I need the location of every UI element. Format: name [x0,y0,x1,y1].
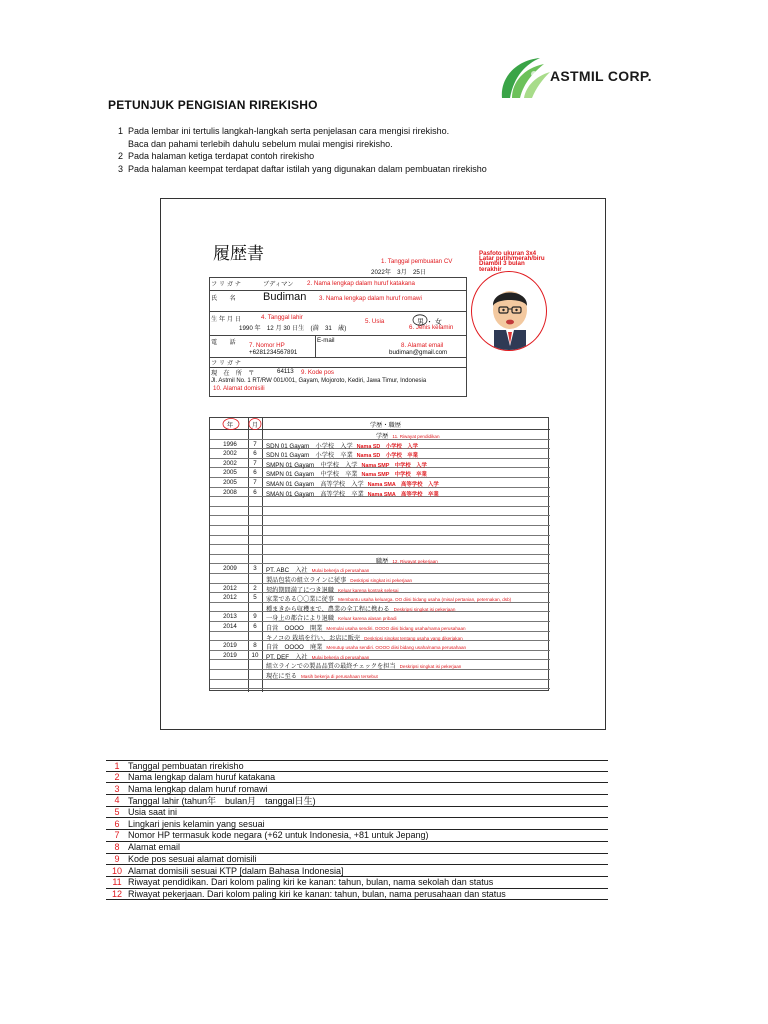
work-row [210,651,550,661]
legend-row [106,772,608,784]
empty-row [210,526,550,536]
postal-value: 64113 [277,368,294,375]
row-month: 2 [253,584,257,592]
row-year: 2009 [223,565,237,573]
row-note: Mulai bekerja di perusahaan [311,654,370,660]
row-note: Deskripsi singkat isi pekerjaan [399,664,462,670]
instruction-number: 1 [118,126,124,136]
history-table [209,417,549,691]
row-note: Nama SMP 中学校 入学 [361,462,427,469]
row-entry: SDN 01 Gayam 小学校 入学 [266,442,353,450]
email-note: 8. Alamat email [401,342,444,349]
legend-text: Alamat email [128,842,181,853]
furigana-value: ブディマン [263,281,294,288]
row-note: Nama SD 小学校 入学 [356,443,419,450]
row-year: 2002 [223,459,237,467]
row-divider [209,311,467,312]
row-year: 1996 [223,440,237,448]
row-note: Menutup usaha sendiri. OOOO diisi bidang usaha/nama perusahaan [326,645,467,651]
work-row [210,593,550,603]
col-month-header: 月 [251,422,259,429]
email-label: E-mail [317,337,335,344]
email-value: budiman@gmail.com [389,349,448,356]
section-note: 12. Riwayat pekerjaan [392,558,438,564]
birth-label: 生 年 月 日 [211,316,241,323]
page-title: PETUNJUK PENGISIAN RIREKISHO [108,98,318,112]
section-title: 学歴 [376,433,389,440]
date-note: 1. Tanggal pembuatan CV [381,258,453,265]
legend-row [106,865,608,877]
instruction-text: Baca dan pahami terlebih dahulu sebelum mulai mengisi rirekisho. [128,138,393,149]
row-entry: SMAN 01 Gayam 高等学校 入学 [266,481,364,488]
work-row [210,632,550,642]
legend-number: 11 [112,877,122,888]
legend-row [106,842,608,854]
work-row [210,574,550,584]
row-entry: 組立ラインでの製品品質の最終チェックを担当 [266,663,396,671]
education-row [210,440,550,450]
row-year: 2014 [223,623,237,630]
row-note: Deskripsi singkat isi pekerjaan [350,578,413,583]
work-row [210,641,550,651]
row-year: 2012 [223,584,237,592]
legend-text: Tanggal pembuatan rirekisho [128,760,244,771]
legend-number: 5 [114,807,120,818]
work-row [210,660,550,670]
col-history-header: 学歴・職歴 [370,422,401,429]
row-note: Nama SMA 高等学校 入学 [367,482,439,488]
name-value: Budiman [263,291,307,303]
row-entry: キノコの 栽培を行い、お店に販売 [266,634,361,642]
date-value: 2022年 3月 25日 [371,269,427,276]
row-entry: 一身上の都合により退職 [266,615,335,623]
work-row [210,670,550,680]
row-note: Keluar karena kontrak selesai [337,587,399,593]
legend-text: Riwayat pendidikan. Dari kolom paling kiri ke kanan: tahun, bulan, nama sekolah dan status [128,877,494,888]
postal-note: 9. Kode pos [301,369,335,376]
legend-number: 10 [111,865,122,876]
legend-number: 4 [114,795,120,806]
month-circle-mark [248,418,262,430]
legend-text: Riwayat pekerjaan. Dari kolom paling kiri ke kanan: tahun, bulan, nama perusahaan dan status [128,888,506,899]
address-label: 現 在 所 〒 [211,370,255,377]
work-row [210,622,550,632]
row-note: Deskripsi singkat isi pekerjaan [393,606,456,612]
legend-row [106,877,608,889]
education-header-row [210,430,550,440]
row-month: 10 [251,651,259,659]
row-entry: 製品包装の組立ラインに従事 [266,577,347,584]
row-year: 2008 [223,488,237,496]
instruction-item [118,138,678,151]
phone-label: 電 話 [211,339,236,346]
company-name: ASTMIL CORP. [550,68,652,84]
row-divider [209,357,467,358]
row-note: Membantu usaha keluarga. OO diisi bidang usaha (misal pertanian, peternakan, dsb) [338,597,512,603]
row-month: 7 [253,459,257,467]
row-entry: PT. ABC 入社 [266,567,308,575]
work-row [210,603,550,613]
legend-row [106,830,608,842]
furigana-note: 2. Nama lengkap dalam huruf katakana [307,280,416,287]
gender-note: 6. Jenis kelamin [409,324,454,331]
row-month: 7 [253,479,257,486]
row-note: Nama SMA 高等学校 卒業 [367,491,439,498]
row-entry: 自営 OOOO 開業 [266,625,323,632]
legend-number: 9 [114,853,120,864]
work-row [210,564,550,574]
legend-table [106,760,608,900]
row-divider [209,335,467,336]
row-month: 6 [253,469,257,477]
legend-number: 8 [114,842,120,853]
age-note: 5. Usia [365,318,385,325]
legend-text: Kode pos sesuai alamat domisili [128,853,257,864]
rirekisho-title: 履歴書 [213,244,264,264]
instruction-number: 2 [118,151,124,161]
row-year: 2005 [223,469,237,477]
row-month: 5 [253,594,257,602]
name-note: 3. Nama lengkap dalam huruf romawi [319,295,422,302]
empty-row [210,507,550,517]
sample-rirekisho-sheet [160,198,606,730]
row-note: Memulai usaha sendiri. OOOO diisi bidang usaha/nama perusahaan [326,626,466,631]
education-row [210,468,550,478]
person-avatar-icon [472,272,547,351]
row-year: 2002 [223,450,237,458]
row-entry: 現在に至る [266,673,297,680]
globe-logo-icon [494,52,554,104]
legend-text: Alamat domisili sesuai KTP [dalam Bahasa Indonesia] [128,865,344,876]
phone-note: 7. Nomor HP [249,342,285,349]
row-note: Nama SMP 中学校 卒業 [361,472,427,479]
address-value: Jl. Astmil No. 1 RT/RW 001/001, Gayam, Mojoroto, Kediri, Jawa Timur, Indonesia [211,378,427,384]
col-year-header: 年 [226,422,234,429]
row-entry: SMPN 01 Gayam 中学校 入学 [266,461,358,469]
furigana2-label: フ リ ガ ナ [211,360,241,367]
legend-text: Nama lengkap dalam huruf katakana [128,772,276,783]
row-note: Keluar karena alasan pribadi [338,616,397,622]
row-year: 2019 [223,642,237,650]
legend-row [106,889,608,901]
name-label: 氏 名 [211,295,236,302]
row-entry: SMPN 01 Gayam 中学校 卒業 [266,471,358,479]
instruction-text: Pada lembar ini tertulis langkah-langkah serta penjelasan cara mengisi rirekisho. [128,126,450,136]
col-divider [315,335,316,357]
row-entry: 自営 OOOO 廃業 [266,644,323,652]
legend-row [106,795,608,807]
instruction-text: Pada halaman ketiga terdapat contoh rirekisho [128,151,315,161]
row-month: 6 [253,488,257,496]
work-row [210,612,550,622]
row-note: Mulai bekerja di perusahaan [311,568,370,574]
work-header-row [210,555,550,565]
row-entry: 契約期間満了につき退職 [266,586,334,594]
row-entry: PT. DEF 入社 [266,653,308,661]
education-row [210,459,550,469]
row-month: 6 [253,623,257,630]
work-row [210,584,550,594]
empty-row [210,516,550,526]
company-logo [494,52,674,104]
legend-row [106,807,608,819]
instructions-list [118,125,678,175]
legend-text: Nama lengkap dalam huruf romawi [128,783,268,794]
row-year: 2019 [223,651,237,659]
instruction-item [118,125,678,138]
row-month: 9 [253,613,257,621]
row-year: 2005 [223,479,237,486]
legend-text: Tanggal lahir (tahun年 bulan月 tanggal日生) [128,795,316,806]
instruction-text: Pada halaman keempat terdapat daftar istilah yang digunakan dalam pembuatan rirekisho [128,163,487,174]
row-entry: 種まきから収穫まで、農業の全工程に携わる [266,605,390,613]
row-note: Nama SD 小学校 卒業 [356,453,419,460]
furigana-label: フ リ ガ ナ [211,281,241,288]
legend-number: 12 [111,888,122,899]
row-entry: 家業である〇〇業に従事 [266,596,335,604]
section-note: 11. Riwayat pendidikan [392,434,440,439]
legend-number: 1 [114,760,120,771]
instruction-item [118,163,678,176]
phone-value: +6281234567891 [249,349,298,356]
legend-row [106,760,608,772]
row-month: 8 [253,642,257,650]
instruction-number [118,138,128,151]
row-month: 7 [253,440,257,448]
legend-row [106,818,608,830]
legend-text: Lingkari jenis kelamin yang sesuai [128,818,265,829]
row-note: Deskripsi singkat tentang usaha yang dikerjakan [364,635,463,641]
legend-number: 7 [114,830,120,841]
legend-text: Nomor HP termasuk kode negara (+62 untuk Indonesia, +81 untuk Jepang) [128,830,429,841]
row-year: 2012 [223,594,237,602]
empty-row [210,497,550,507]
empty-row [210,545,550,555]
education-row [210,478,550,488]
gender-circle-mark [412,314,428,326]
birth-value: 1990 年 12 月 30 日生 (満 31 歳) [239,325,347,332]
legend-number: 3 [114,783,120,794]
instruction-item [118,150,678,163]
row-entry: SMAN 01 Gayam 高等学校 卒業 [266,490,364,498]
section-title: 職歴 [376,557,389,565]
legend-row [106,854,608,866]
address-note: 10. Alamat domisili [213,385,265,392]
birth-note: 4. Tanggal lahir [261,314,303,321]
row-entry: SDN 01 Gayam 小学校 卒業 [266,452,353,460]
year-circle-mark [222,418,240,430]
row-note: Masih bekerja di perusahaan tersebut [300,674,378,679]
row-year: 2013 [223,613,237,621]
empty-row [210,680,550,690]
legend-number: 2 [114,772,120,783]
legend-text: Usia saat ini [128,807,178,818]
row-divider [209,290,467,291]
gender-value: 男 ・ 女 [417,319,442,326]
legend-number: 6 [114,818,120,829]
empty-row [210,536,550,546]
education-row [210,488,550,498]
row-month: 3 [253,565,257,573]
instruction-number: 3 [118,163,124,174]
education-row [210,449,550,459]
row-month: 6 [253,450,257,458]
profile-photo [471,271,547,351]
photo-note: Pasfoto ukuran 3x4 Latar putih/merah/biru Diambil 3 bulan terakhir [479,250,545,273]
rirekisho-form [209,235,555,705]
